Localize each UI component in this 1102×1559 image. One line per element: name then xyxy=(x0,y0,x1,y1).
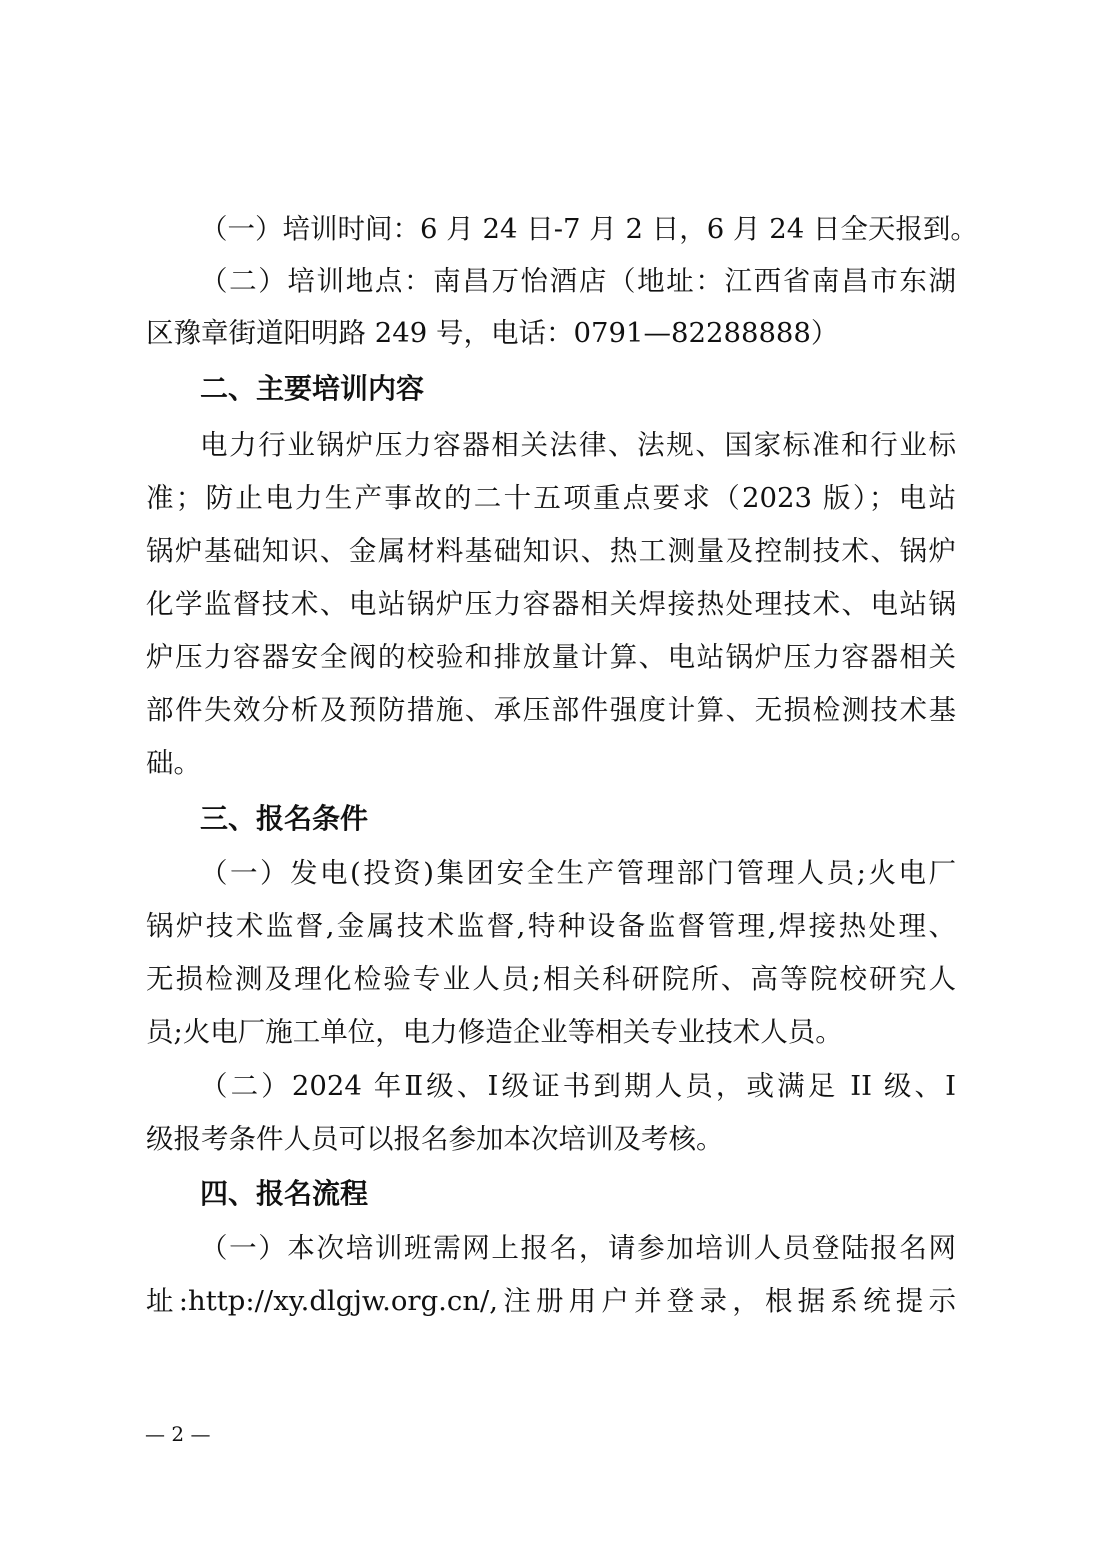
eligibility-item1-line-1: （一）发电(投资)集团安全生产管理部门管理人员;火电厂 xyxy=(200,857,956,889)
content-line-1: 电力行业锅炉压力容器相关法律、法规、国家标准和行业标 xyxy=(200,429,956,461)
content-line-4: 化学监督技术、电站锅炉压力容器相关焊接热处理技术、电站锅 xyxy=(146,588,956,620)
page-number: — 2 — xyxy=(145,1422,211,1446)
content-line-2: 准；防止电力生产事故的二十五项重点要求（2023 版）；电站 xyxy=(146,482,956,514)
eligibility-item2-line-1: （二）2024 年Ⅱ级、Ⅰ级证书到期人员，或满足 II 级、I xyxy=(200,1070,956,1102)
eligibility-item1-line-2: 锅炉技术监督,金属技术监督,特种设备监督管理,焊接热处理、 xyxy=(146,910,956,942)
training-time-line: （一）培训时间：6 月 24 日-7 月 2 日，6 月 24 日全天报到。 xyxy=(200,213,978,245)
section-heading-registration-process: 四、报名流程 xyxy=(200,1177,369,1210)
training-location-line-2: 区豫章街道阳明路 249 号，电话：0791—82288888） xyxy=(146,317,839,349)
content-line-3: 锅炉基础知识、金属材料基础知识、热工测量及控制技术、锅炉 xyxy=(146,535,956,567)
training-location-line-1: （二）培训地点：南昌万怡酒店（地址：江西省南昌市东湖 xyxy=(200,265,956,297)
section-heading-training-content: 二、主要培训内容 xyxy=(200,372,425,405)
content-line-5: 炉压力容器安全阀的校验和排放量计算、电站锅炉压力容器相关 xyxy=(146,641,956,673)
content-line-6: 部件失效分析及预防措施、承压部件强度计算、无损检测技术基 xyxy=(146,694,956,726)
eligibility-item1-line-3: 无损检测及理化检验专业人员;相关科研院所、高等院校研究人 xyxy=(146,963,956,995)
section-heading-eligibility: 三、报名条件 xyxy=(200,802,369,835)
eligibility-item1-line-4: 员;火电厂施工单位，电力修造企业等相关专业技术人员。 xyxy=(146,1016,843,1048)
registration-item1-line-1: （一）本次培训班需网上报名，请参加培训人员登陆报名网 xyxy=(200,1232,956,1264)
eligibility-item2-line-2: 级报考条件人员可以报名参加本次培训及考核。 xyxy=(146,1123,724,1155)
content-line-7: 础。 xyxy=(146,747,201,779)
registration-item1-line-2: 址:http://xy.dlgjw.org.cn/,注册用户并登录，根据系统提示 xyxy=(146,1285,956,1317)
